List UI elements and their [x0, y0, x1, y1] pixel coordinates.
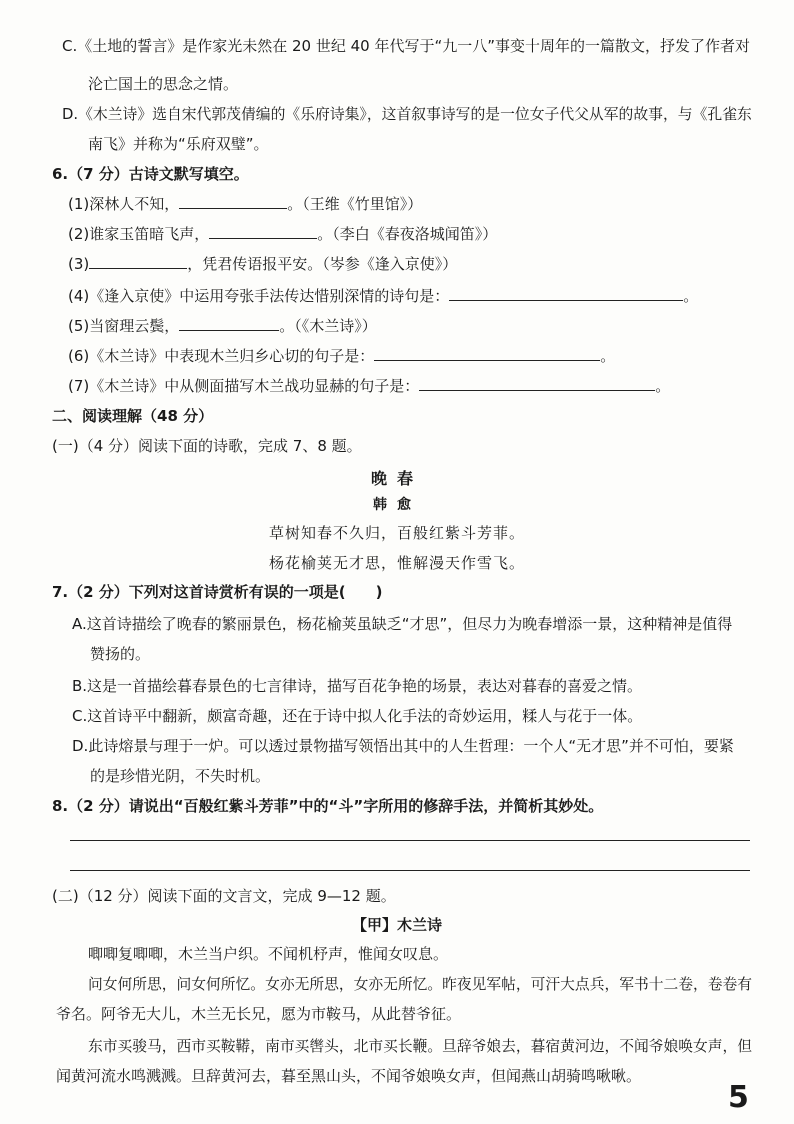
poem-line-2: 杨花榆荚无才思，惟解漫天作雪飞。 — [268, 554, 525, 572]
q6-item-3 — [68, 254, 457, 274]
text-jia-para-3-line2: 闻黄河流水鸣溅溅。旦辞黄河去，暮至黑山头，不闻爷娘唤女声，但闻燕山胡骑鸣啾啾。 — [56, 1067, 642, 1085]
q7-option-b: B.这是一首描绘暮春景色的七言律诗，描写百花争艳的场景，表达对暮春的喜爱之情。 — [72, 677, 643, 695]
q6-item-5-post: 。（《木兰诗》） — [279, 317, 377, 335]
q6-item-6-pre: (6)《木兰诗》中表现木兰归乡心切的句子是： — [68, 347, 375, 365]
q6-item-1-post: 。（王维《竹里馆》） — [287, 195, 423, 213]
q7-option-a-line2: 赞扬的。 — [90, 645, 151, 663]
text-jia-para-2-line2: 爷名。阿爷无大儿，木兰无长兄，愿为市鞍马，从此替爷征。 — [56, 1005, 462, 1023]
q6-blank-1[interactable] — [179, 194, 287, 209]
q6-item-6 — [68, 346, 615, 366]
section2-part1-title: (一)（4 分）阅读下面的诗歌，完成 7、8 题。 — [52, 437, 362, 455]
q6-item-7 — [68, 376, 670, 396]
q8-answer-line-2[interactable] — [70, 870, 750, 871]
q6-item-4 — [68, 286, 698, 306]
q6-item-4-pre: (4)《逢入京使》中运用夸张手法传达惜别深情的诗句是： — [68, 287, 450, 305]
page-number: 5 — [728, 1080, 749, 1115]
q5-option-c-line1: C.《土地的誓言》是作家光未然在 20 世纪 40 年代写于“九一八”事变十周年的一篇散文，抒发了作者对 — [62, 37, 751, 55]
q7-option-d-line2: 的是珍惜光阴，不失时机。 — [90, 767, 271, 785]
q6-item-4-post: 。 — [683, 287, 699, 305]
part2-title: (二)（12 分）阅读下面的文言文，完成 9—12 题。 — [52, 887, 396, 905]
q6-blank-7[interactable] — [419, 376, 655, 391]
q5-option-c-line2: 沦亡国土的思念之情。 — [88, 75, 239, 93]
q6-item-2-pre: (2)谁家玉笛暗飞声， — [68, 225, 210, 243]
q8-stem: 8.（2 分）请说出“百般红紫斗芳菲”中的“斗”字所用的修辞手法，并简析其妙处。 — [52, 797, 604, 815]
q7-option-c: C.这首诗平中翻新，颇富奇趣，还在于诗中拟人化手法的奇妙运用，糅人与花于一体。 — [72, 707, 643, 725]
text-jia-para-3-line1: 东市买骏马，西市买鞍鞯，南市买辔头，北市买长鞭。旦辞爷娘去，暮宿黄河边，不闻爷娘唤女声，但 — [88, 1037, 753, 1055]
q5-option-d-line1: D.《木兰诗》选自宋代郭茂倩编的《乐府诗集》，这首叙事诗写的是一位女子代父从军的故事，与《孔雀东 — [62, 105, 752, 123]
q6-item-2 — [68, 224, 497, 244]
q6-item-5 — [68, 316, 377, 336]
q6-item-1 — [68, 194, 422, 214]
q6-item-5-pre: (5)当窗理云鬓， — [68, 317, 180, 335]
q6-item-3-post: ，凭君传语报平安。（岑参《逢入京使》） — [187, 255, 458, 273]
q6-blank-6[interactable] — [374, 346, 600, 361]
text-jia-title: 【甲】木兰诗 — [351, 916, 442, 934]
q6-blank-3[interactable] — [89, 254, 187, 269]
q6-blank-4[interactable] — [449, 286, 683, 301]
q6-item-3-pre: (3) — [68, 255, 90, 273]
q7-stem: 7.（2 分）下列对这首诗赏析有误的一项是( ) — [52, 583, 383, 601]
text-jia-para-2-line1: 问女何所思，问女何所忆。女亦无所思，女亦无所忆。昨夜见军帖，可汗大点兵，军书十二卷，卷卷有 — [88, 975, 753, 993]
poem-title: 晚春 — [370, 469, 423, 488]
text-jia-para-1: 唧唧复唧唧，木兰当户织。不闻机杼声，惟闻女叹息。 — [88, 945, 449, 963]
poem-author: 韩愈 — [373, 497, 421, 513]
poem-line-1: 草树知春不久归，百般红紫斗芳菲。 — [268, 524, 525, 542]
q6-item-6-post: 。 — [600, 347, 616, 365]
section2-title: 二、阅读理解（48 分） — [52, 407, 214, 425]
q6-title: 6.（7 分）古诗文默写填空。 — [52, 165, 249, 183]
q5-option-d-line2: 南飞》并称为“乐府双璧”。 — [88, 135, 269, 153]
q6-blank-2[interactable] — [209, 224, 317, 239]
q6-item-2-post: 。（李白《春夜洛城闻笛》） — [317, 225, 498, 243]
q7-option-a-line1: A.这首诗描绘了晚春的繁丽景色，杨花榆荚虽缺乏“才思”，但尽力为晚春增添一景，这种精神是值得 — [72, 615, 733, 633]
q8-answer-line-1[interactable] — [70, 840, 750, 841]
q6-item-7-post: 。 — [655, 377, 671, 395]
q7-option-d-line1: D.此诗熔景与理于一炉。可以透过景物描写领悟出其中的人生哲理：一个人“无才思”并不可怕，要紧 — [72, 737, 734, 755]
q6-item-7-pre: (7)《木兰诗》中从侧面描写木兰战功显赫的句子是： — [68, 377, 420, 395]
q6-item-1-pre: (1)深林人不知， — [68, 195, 180, 213]
q6-blank-5[interactable] — [179, 316, 279, 331]
